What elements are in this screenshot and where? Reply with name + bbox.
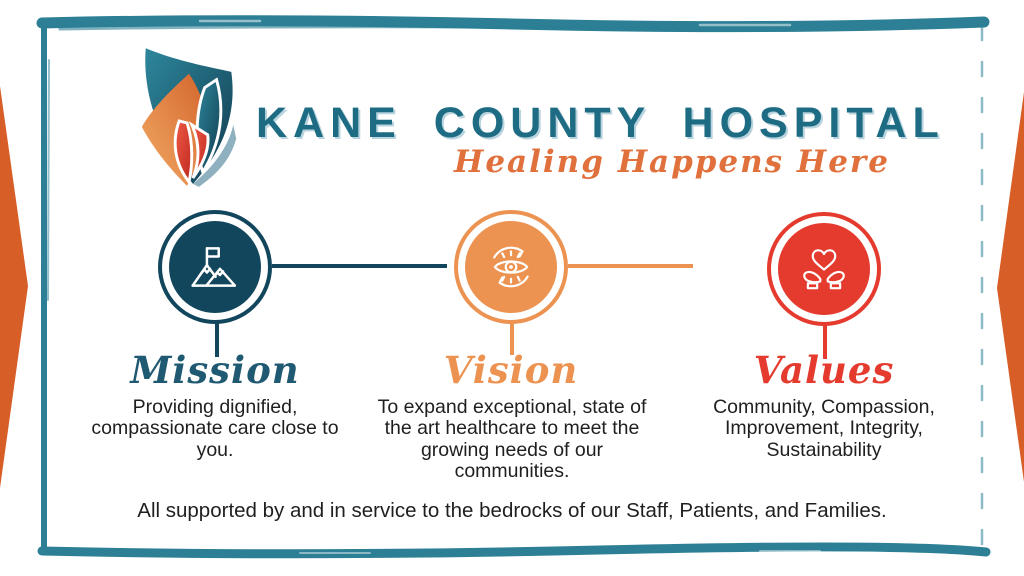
- mission-description: Providing dignified, compassionate care close to you.: [91, 396, 339, 461]
- mission-circle-fill: [169, 221, 261, 313]
- layered-shield-petals-logo: [130, 44, 248, 196]
- vision-description: To expand exceptional, state of the art healthcare to meet the growing needs of our communities.: [377, 396, 647, 483]
- tagline: Healing Happens Here: [454, 144, 890, 180]
- vision-circle-fill: [465, 221, 557, 313]
- values-title: Values: [753, 348, 895, 392]
- eye-cycle-icon: [480, 236, 542, 298]
- mission-circle: [158, 210, 272, 324]
- vision-connector-line: [568, 264, 693, 268]
- values-description: Community, Compassion, Improvement, Integrity, Sustainability: [713, 396, 935, 461]
- vision-circle: [454, 210, 568, 324]
- mission-title: Mission: [130, 348, 300, 392]
- hospital-name: KANE COUNTY HOSPITAL: [256, 99, 945, 147]
- footer-statement: All supported by and in service to the bedrocks of our Staff, Patients, and Families.: [137, 499, 887, 522]
- mountain-flag-icon: [184, 236, 246, 298]
- vision-title: Vision: [443, 348, 579, 392]
- mission-connector-line: [272, 264, 447, 268]
- values-circle: [767, 212, 881, 326]
- left-chevron-accent: [0, 86, 28, 488]
- values-circle-fill: [778, 223, 870, 315]
- hands-heart-icon: [793, 238, 855, 300]
- right-chevron-accent: [997, 92, 1024, 482]
